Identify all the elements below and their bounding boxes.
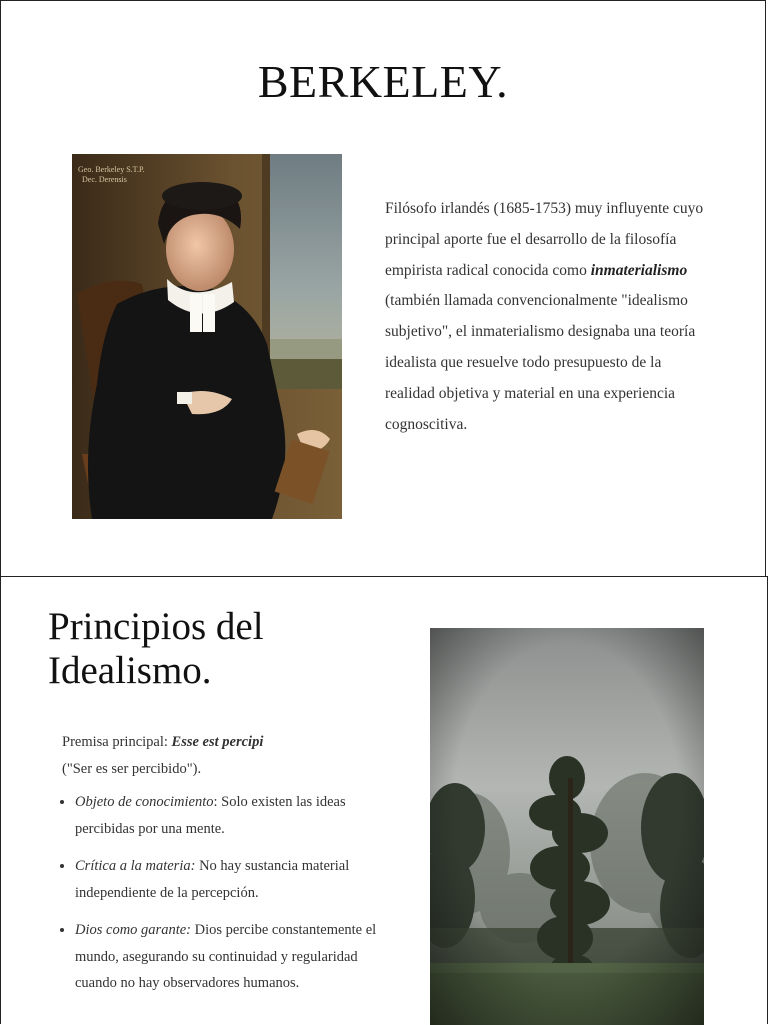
foggy-tree-photo (430, 628, 704, 1025)
slide-principios (0, 576, 768, 1024)
principle-text: No hay sustancia material independiente de la percepción. (75, 858, 350, 901)
description-text-after: (también llamada convencionalmente "idealismo subjetivo", el inmaterialismo designaba una teoría idealista que resuelve todo presupuesto de la realidad objetiva y material en una experiencia cognoscitiva. (385, 292, 696, 433)
premise-label: Premisa principal: (62, 734, 172, 750)
berkeley-description (385, 194, 705, 440)
premise-term: Esse est percipi (171, 734, 264, 750)
description-emphasis: inmaterialismo (590, 261, 688, 279)
list-item (75, 917, 395, 997)
berkeley-portrait (72, 154, 342, 519)
portrait-inscription-line1: Geo. Berkeley S.T.P. (78, 165, 145, 174)
principle-text: Solo existen las ideas percibidas por una mente. (75, 794, 346, 837)
principle-separator: : (213, 794, 222, 810)
premise (62, 729, 382, 782)
principle-term: Objeto de conocimiento (75, 794, 214, 810)
principle-term: Dios como garante: (75, 922, 191, 938)
list-item (75, 789, 395, 842)
slide-title-line2: Idealismo. (48, 649, 212, 692)
slide-title (48, 605, 388, 693)
portrait-painting (72, 154, 342, 519)
slide-title-line1: Principios del (48, 605, 264, 648)
premise-translation: ("Ser es ser percibido"). (62, 760, 202, 777)
portrait-inscription-line2: Dec. Derensis (82, 175, 127, 184)
principle-term: Crítica a la materia: (75, 858, 196, 874)
slide-title: BERKELEY. (257, 56, 509, 107)
principle-text: Dios percibe constantemente el mundo, asegurando su continuidad y regularidad cuando no hay observadores humanos. (75, 922, 377, 991)
foggy-landscape-image (430, 628, 704, 1025)
principles-list (61, 789, 395, 1008)
description-text-before: Filósofo irlandés (1685-1753) muy influyente cuyo principal aporte fue el desarrollo de la filosofía empirista radical conocida como (385, 200, 704, 279)
list-item (75, 853, 395, 906)
